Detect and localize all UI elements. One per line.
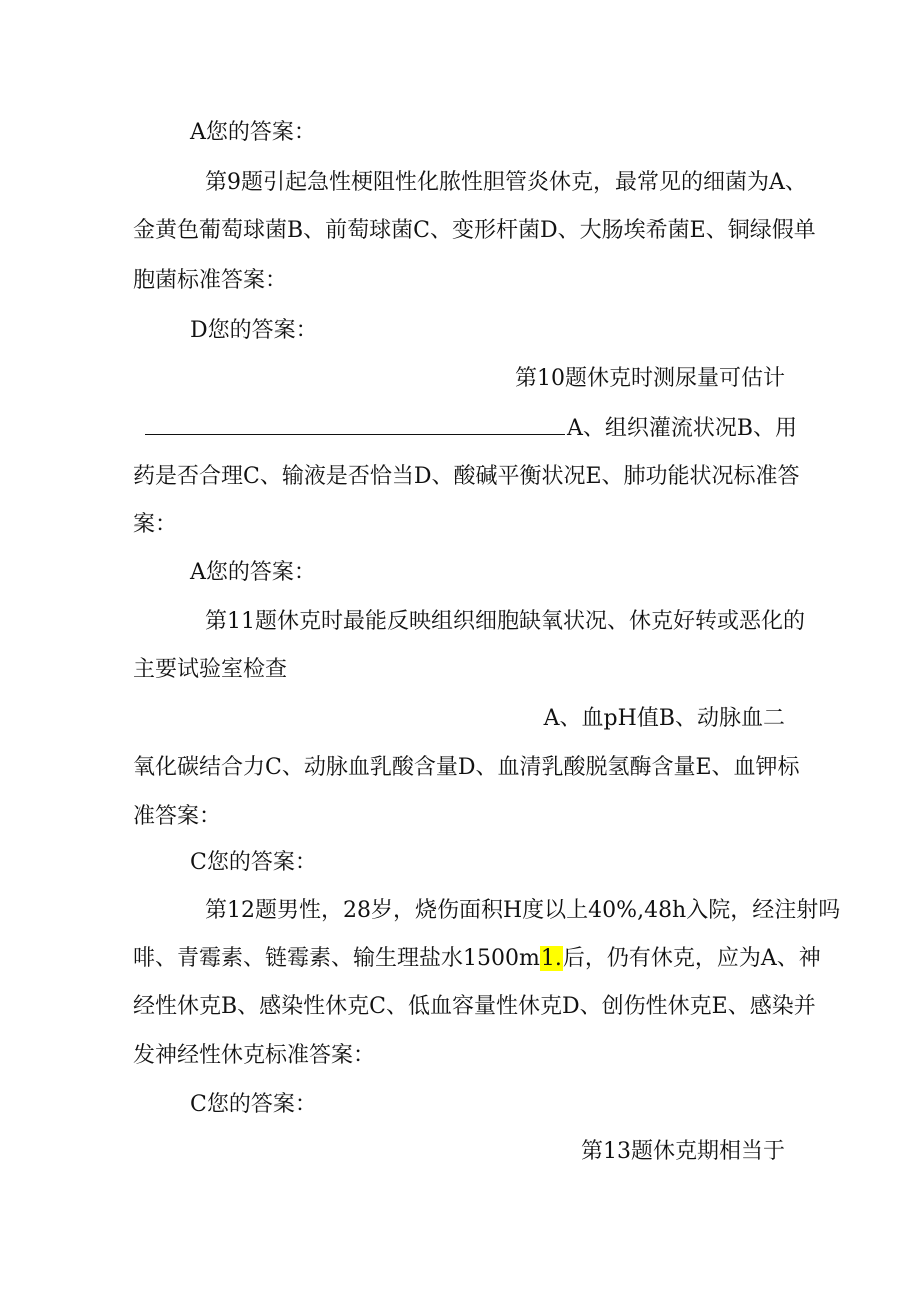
question-12-line-4: 发神经性休克标准答案： — [133, 1043, 376, 1068]
question-10-line-2 — [145, 412, 797, 444]
answer-line: C您的答案： — [190, 850, 317, 875]
question-13-line-1: 第13题休克期相当于 — [581, 1139, 785, 1164]
question-10-line-1: 第10题休克时测尿量可估计 — [515, 366, 785, 391]
question-12-text-a: 啡、青霉素、链霉素、输生理盐水1500m — [133, 946, 540, 971]
question-9-line-3: 胞菌标准答案： — [133, 268, 288, 293]
answer-line: C您的答案： — [190, 1092, 317, 1117]
question-12-line-2 — [133, 944, 821, 974]
question-10-line-3: 药是否合理C、输液是否恰当D、酸碱平衡状况E、肺功能状况标准答 — [133, 464, 800, 489]
question-12-text-b: 后，仍有休克，应为A、神 — [562, 946, 821, 971]
question-10-options-start: A、组织灌流状况B、用 — [567, 416, 798, 441]
question-11-line-1: 第11题休克时最能反映组织细胞缺氧状况、休克好转或恶化的 — [205, 609, 805, 634]
question-11-line-2: 主要试验室检查 — [133, 657, 288, 682]
question-11-line-3: A、血pH值B、动脉血二 — [543, 706, 785, 731]
answer-line: D您的答案： — [190, 318, 318, 343]
answer-line: A您的答案： — [190, 120, 316, 145]
fill-in-blank — [145, 412, 565, 435]
question-11-line-5: 准答案： — [133, 804, 222, 829]
question-9-line-2: 金黄色葡萄球菌B、前萄球菌C、变形杆菌D、大肠埃希菌E、铜绿假单 — [133, 218, 816, 243]
question-11-line-4: 氧化碳结合力C、动脉血乳酸含量D、血清乳酸脱氢酶含量E、血钾标 — [133, 755, 800, 780]
question-12-line-3: 经性休克B、感染性休克C、低血容量性休克D、创伤性休克E、感染并 — [133, 994, 816, 1019]
question-10-line-4: 案： — [133, 512, 178, 537]
question-12-line-1: 第12题男性，28岁，烧伤面积H度以上40%,48h入院，经注射吗 — [205, 898, 841, 923]
highlighted-text: 1. — [540, 946, 562, 971]
question-9-line-1: 第9题引起急性梗阻性化脓性胆管炎休克，最常见的细菌为A、 — [205, 170, 807, 195]
answer-line: A您的答案： — [190, 560, 316, 585]
